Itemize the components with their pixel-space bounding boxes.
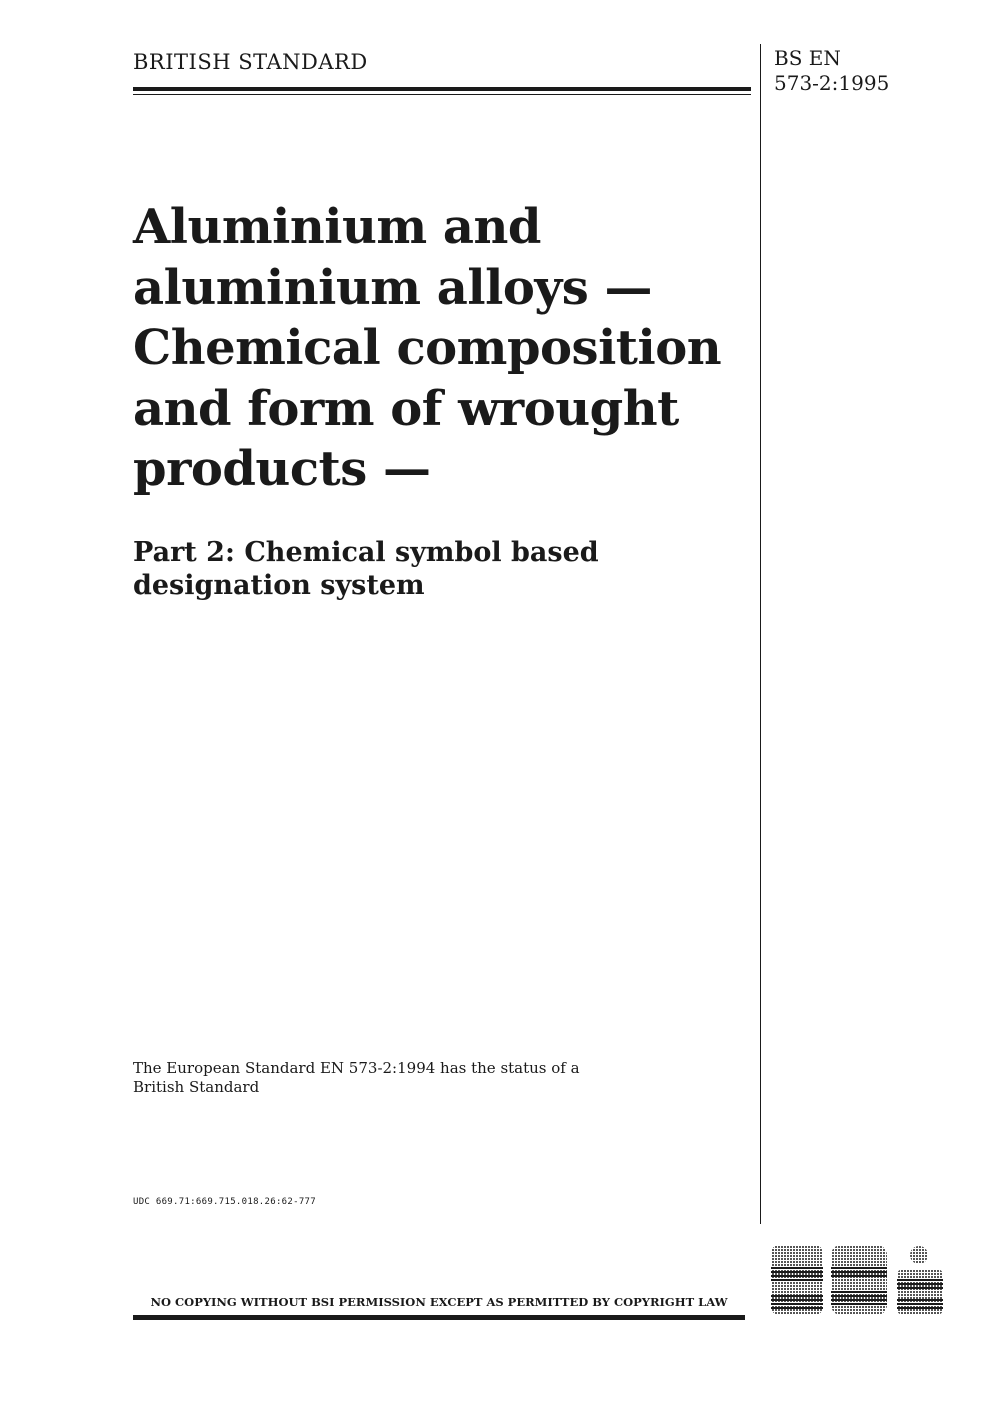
status-note [133, 1059, 633, 1097]
document-title [133, 197, 753, 500]
subtitle-line-2: designation system [133, 570, 425, 601]
vertical-divider [760, 44, 761, 1224]
header-rule-thick [133, 87, 751, 91]
title-line-5: products — [133, 441, 431, 497]
standard-number [774, 46, 889, 96]
document-series-label: BRITISH STANDARD [133, 50, 368, 74]
standard-number-line2: 573-2:1995 [774, 71, 890, 95]
title-line-1: Aluminium and [133, 199, 541, 255]
bsi-logo [769, 1243, 945, 1317]
copyright-notice: NO COPYING WITHOUT BSI PERMISSION EXCEPT AS PERMITTED BY COPYRIGHT LAW [150, 1295, 728, 1309]
udc-classification: UDC 669.71:669.715.018.26:62-777 [133, 1197, 316, 1207]
header-rule-thin [133, 94, 751, 95]
footer-rule [133, 1315, 745, 1320]
subtitle-line-1: Part 2: Chemical symbol based [133, 537, 599, 568]
title-line-2: aluminium alloys — [133, 259, 652, 316]
status-note-line-1: The European Standard EN 573-2:1994 has the status of a [133, 1059, 580, 1077]
title-line-4: and form of wrought [133, 380, 679, 437]
document-subtitle [133, 536, 753, 602]
standard-number-line1: BS EN [774, 46, 841, 70]
status-note-line-2: British Standard [133, 1078, 260, 1096]
title-line-3: Chemical composition [133, 320, 722, 376]
